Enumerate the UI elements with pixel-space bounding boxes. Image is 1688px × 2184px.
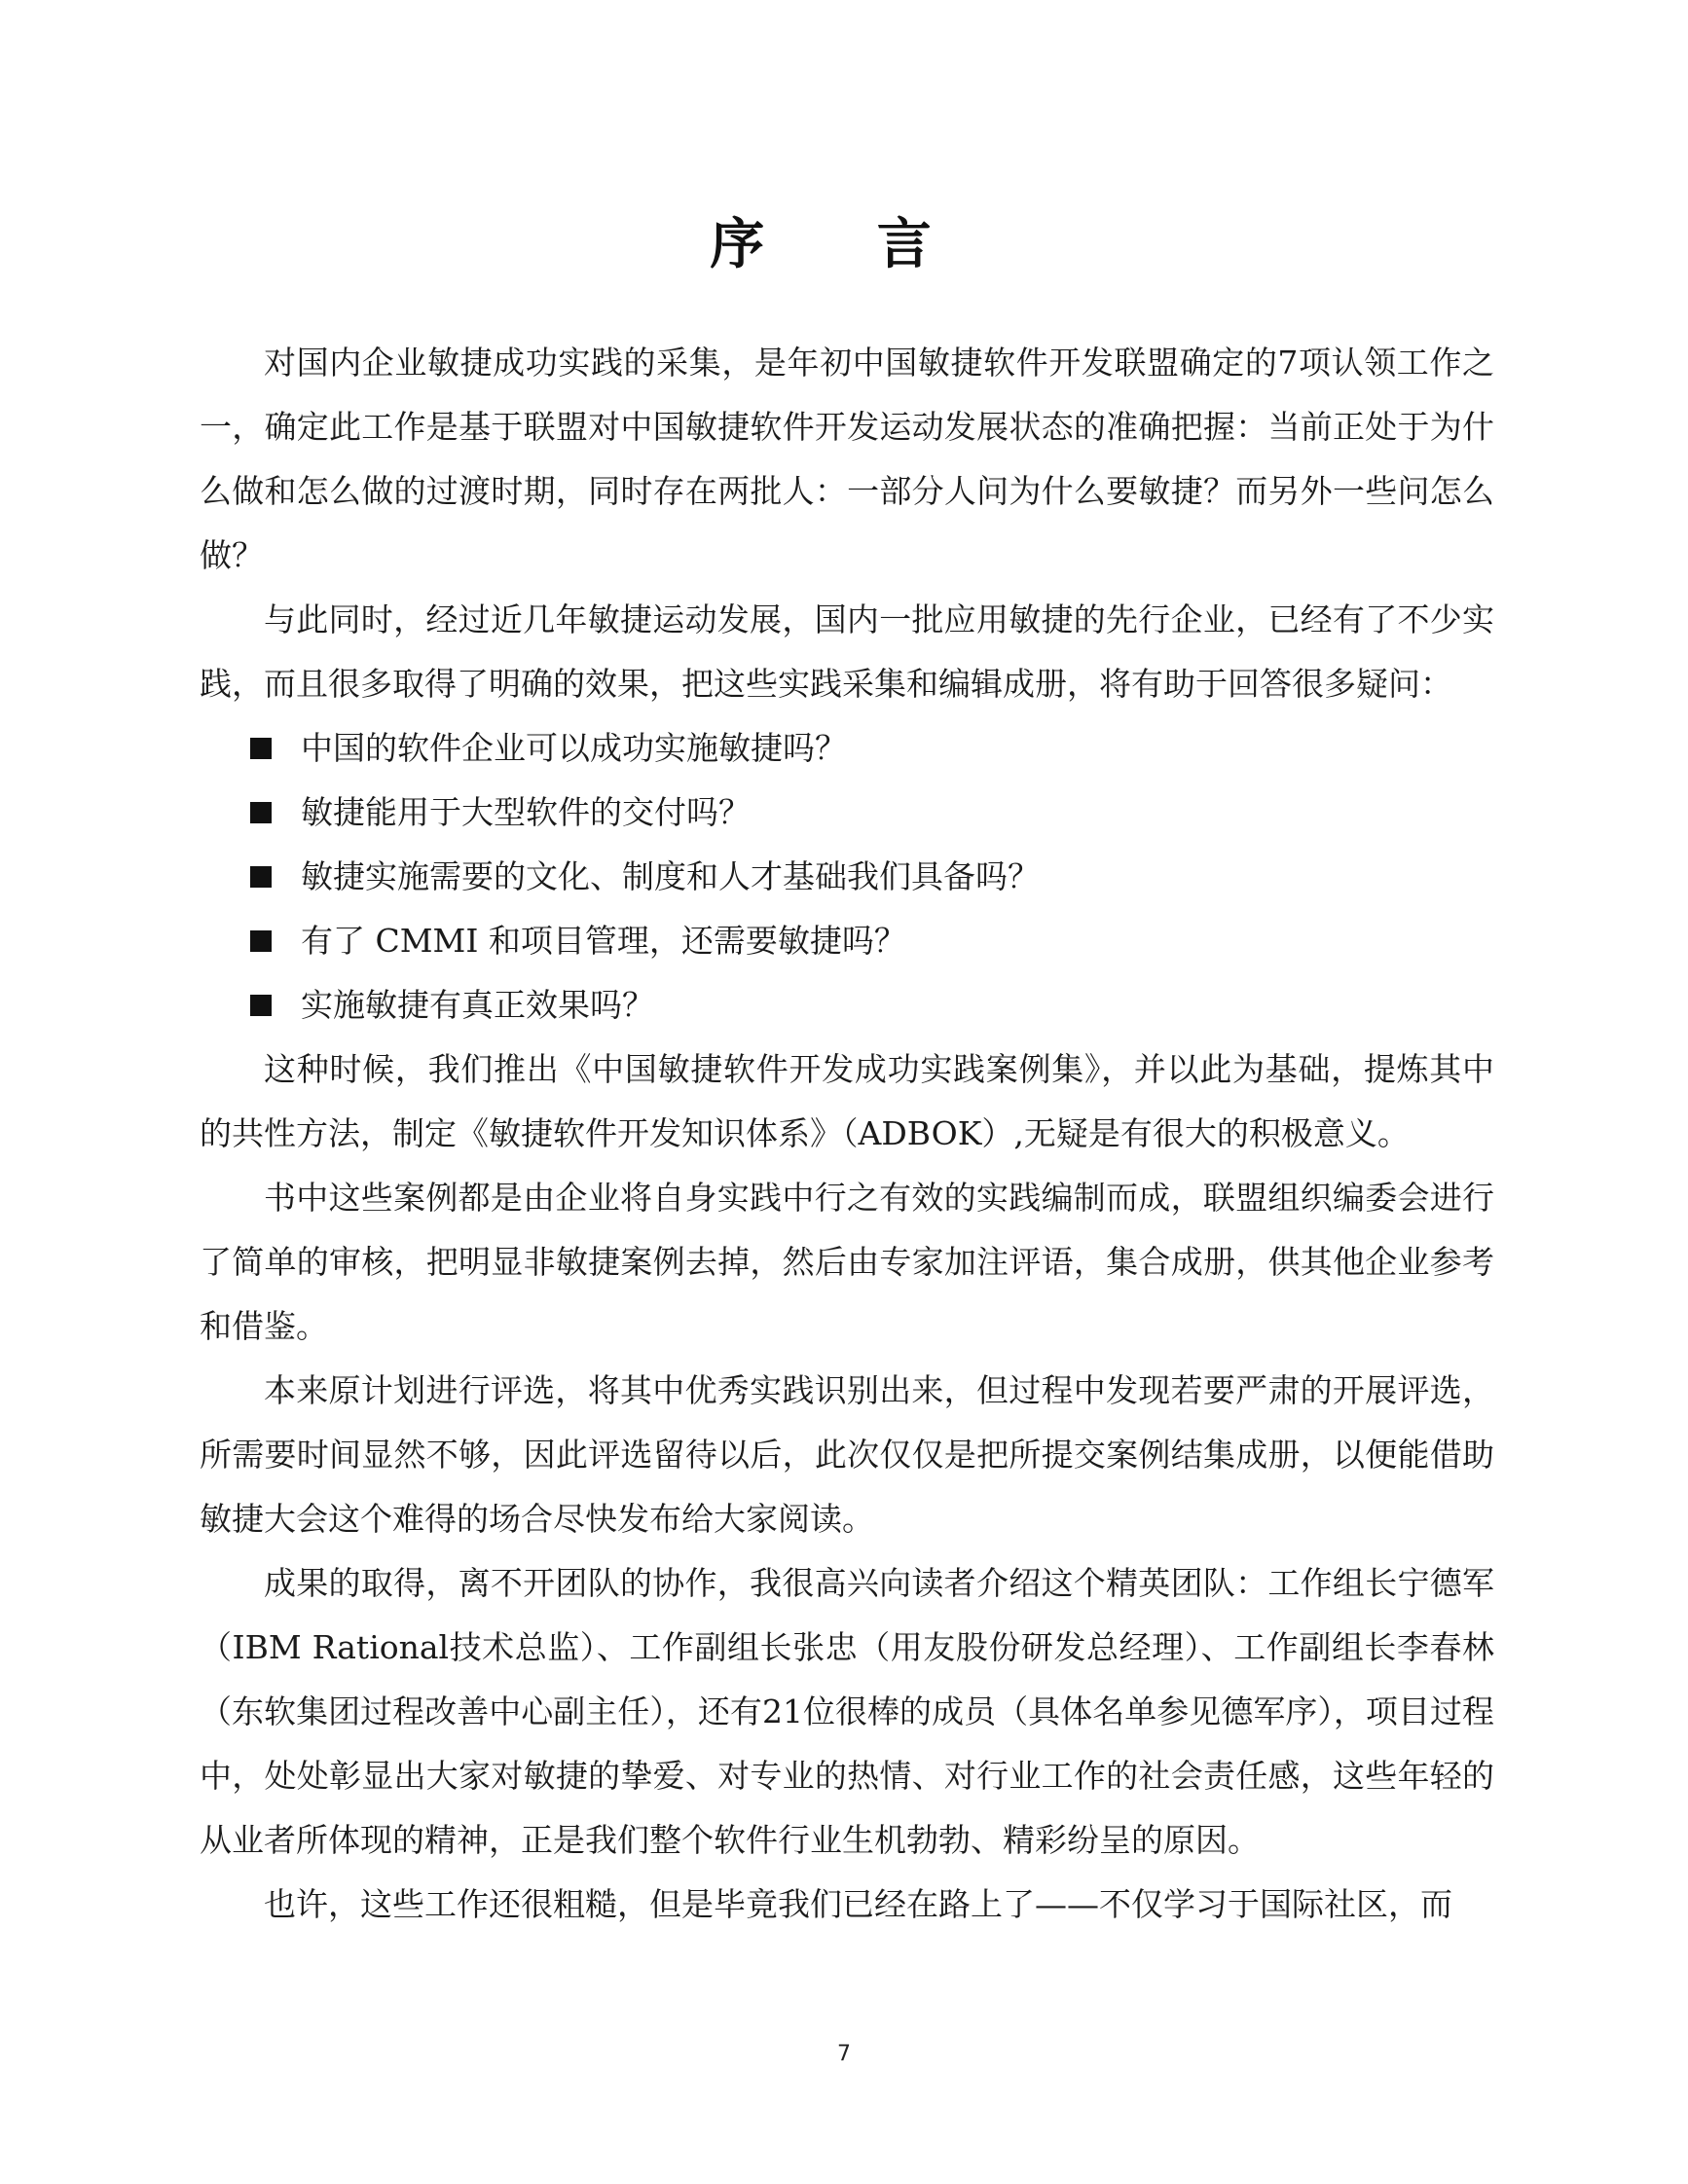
paragraph: 这种时候，我们推出《中国敏捷软件开发成功实践案例集》，并以此为基础，提炼其中的共性方法，制定《敏捷软件开发知识体系》（ADBOK）,无疑是有很大的积极意义。 bbox=[200, 1050, 1494, 1152]
list-item bbox=[200, 716, 1494, 781]
paragraph: 书中这些案例都是由企业将自身实践中行之有效的实践编制而成，联盟组织编委会进行了简单的审核，把明显非敏捷案例去掉，然后由专家加注评语，集合成册，供其他企业参考和借鉴。 bbox=[200, 1179, 1494, 1345]
page-title: 序 言 bbox=[710, 213, 978, 276]
square-bullet-icon bbox=[250, 738, 272, 759]
square-bullet-icon bbox=[250, 866, 272, 888]
list-item bbox=[200, 909, 1494, 973]
question-list bbox=[200, 716, 1494, 1037]
list-item-text: 敏捷能用于大型软件的交付吗？ bbox=[301, 793, 751, 831]
list-item bbox=[200, 781, 1494, 845]
square-bullet-icon bbox=[250, 930, 272, 952]
document-body bbox=[200, 331, 1494, 1937]
list-item bbox=[200, 973, 1494, 1037]
list-item-text: 有了 CMMI 和项目管理，还需要敏捷吗？ bbox=[301, 922, 906, 960]
list-item bbox=[200, 845, 1494, 909]
list-item-text: 敏捷实施需要的文化、制度和人才基础我们具备吗？ bbox=[301, 857, 1040, 895]
paragraph: 也许，这些工作还很粗糙，但是毕竟我们已经在路上了——不仅学习于国际社区，而 bbox=[264, 1885, 1452, 1923]
paragraph: 与此同时，经过近几年敏捷运动发展，国内一批应用敏捷的先行企业，已经有了不少实践，而且很多取得了明确的效果，把这些实践采集和编辑成册，将有助于回答很多疑问： bbox=[200, 601, 1494, 703]
page-number: 7 bbox=[837, 2042, 851, 2066]
list-item-text: 实施敏捷有真正效果吗？ bbox=[301, 986, 654, 1024]
list-item-text: 中国的软件企业可以成功实施敏捷吗？ bbox=[301, 729, 847, 767]
paragraph: 本来原计划进行评选，将其中优秀实践识别出来，但过程中发现若要严肃的开展评选，所需要时间显然不够，因此评选留待以后，此次仅仅是把所提交案例结集成册，以便能借助敏捷大会这个难得的场合尽快发布给大家阅读。 bbox=[200, 1371, 1494, 1538]
square-bullet-icon bbox=[250, 995, 272, 1016]
paragraph: 成果的取得，离不开团队的协作，我很高兴向读者介绍这个精英团队：工作组长宁德军（IBM Rational技术总监）、工作副组长张忠（用友股份研发总经理）、工作副组长李春林（东软集团过程改善中心副主任），还有21位很棒的成员（具体名单参见德军序），项目过程中，处处彰显出大家对敏捷的挚爱、对专业的热情、对行业工作的社会责任感，这些年轻的从业者所体现的精神，正是我们整个软件行业生机勃勃、精彩纷呈的原因。 bbox=[200, 1564, 1494, 1859]
paragraph: 对国内企业敏捷成功实践的采集，是年初中国敏捷软件开发联盟确定的7项认领工作之一，确定此工作是基于联盟对中国敏捷软件开发运动发展状态的准确把握：当前正处于为什么做和怎么做的过渡时期，同时存在两批人：一部分人问为什么要敏捷？而另外一些问怎么做？ bbox=[200, 344, 1494, 574]
square-bullet-icon bbox=[250, 802, 272, 823]
